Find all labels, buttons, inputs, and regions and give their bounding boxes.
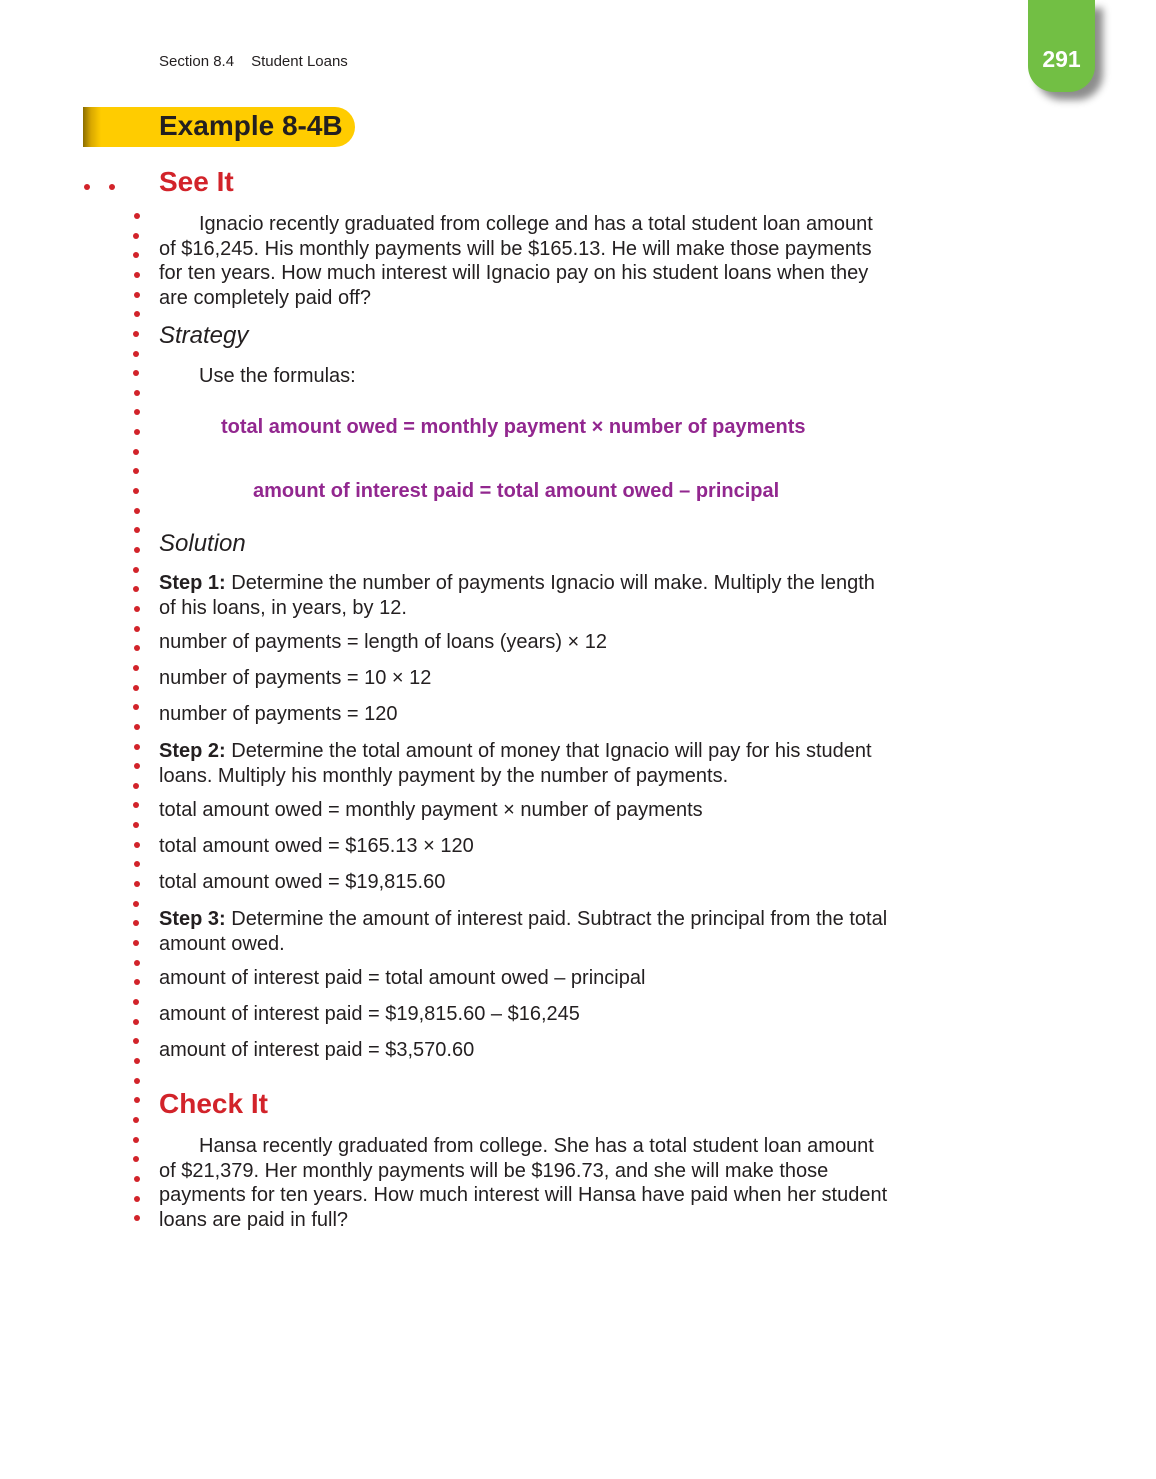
margin-dot xyxy=(133,802,139,808)
margin-dot xyxy=(134,1097,140,1103)
margin-dot xyxy=(133,1019,139,1025)
margin-dot xyxy=(133,1038,139,1044)
step-label: Step 2: xyxy=(159,740,226,762)
equation-line: total amount owed = $19,815.60 xyxy=(159,871,446,893)
margin-dot xyxy=(133,999,139,1005)
margin-dot xyxy=(133,331,139,337)
step-text: Determine the amount of interest paid. Subtract the principal from the total amount owed. xyxy=(159,908,888,955)
margin-dot xyxy=(133,1117,139,1123)
margin-dot xyxy=(133,1137,139,1143)
strategy-intro: Use the formulas: xyxy=(199,365,356,387)
margin-dot xyxy=(133,665,139,671)
margin-dot xyxy=(133,783,139,789)
margin-dot xyxy=(134,724,140,730)
margin-dot xyxy=(133,449,139,455)
margin-dot xyxy=(134,1215,140,1221)
margin-dot xyxy=(134,213,140,219)
equation-line: number of payments = 10 × 12 xyxy=(159,667,432,689)
decorative-dot xyxy=(84,184,90,190)
step-text: Determine the total amount of money that Ignacio will pay for his student loans. Multiply his monthly payment by the number of payments. xyxy=(159,740,872,787)
margin-dot xyxy=(134,547,140,553)
check-it-heading: Check It xyxy=(159,1088,268,1119)
example-title: Example 8-4B xyxy=(159,110,343,141)
check-it-problem: Hansa recently graduated from college. She has a total student loan amount of $21,379. Her monthly payments will be $196.73, and she will make those payments for ten years. How much interest will Hansa have paid when her student loans are paid in full? xyxy=(159,1135,888,1231)
page-number-tab: 291 xyxy=(1028,0,1095,92)
margin-dot xyxy=(134,960,140,966)
equation-line: number of payments = length of loans (years) × 12 xyxy=(159,631,608,653)
margin-dot xyxy=(133,704,139,710)
margin-dot xyxy=(133,233,139,239)
margin-dot xyxy=(134,311,140,317)
margin-dot xyxy=(134,744,140,750)
margin-dot xyxy=(133,1156,139,1162)
equation-line: total amount owed = monthly payment × number of payments xyxy=(159,799,703,821)
step-label: Step 3: xyxy=(159,908,226,930)
equation-line: number of payments = 120 xyxy=(159,703,398,725)
margin-dot xyxy=(133,370,139,376)
margin-dot xyxy=(133,252,139,258)
strategy-heading: Strategy xyxy=(159,322,249,349)
step-text: Determine the number of payments Ignacio will make. Multiply the length of his loans, in years, by 12. xyxy=(159,572,875,619)
margin-dot xyxy=(134,508,140,514)
margin-dot xyxy=(133,488,139,494)
margin-dot xyxy=(134,409,140,415)
formula-interest-paid: amount of interest paid = total amount owed – principal xyxy=(253,480,780,502)
step-1 xyxy=(159,571,889,620)
margin-dot xyxy=(134,1196,140,1202)
equation-line: amount of interest paid = $19,815.60 – $16,245 xyxy=(159,1003,580,1025)
equation-line: amount of interest paid = $3,570.60 xyxy=(159,1039,475,1061)
margin-dot xyxy=(133,940,139,946)
margin-dot xyxy=(134,881,140,887)
margin-dot xyxy=(134,1078,140,1084)
margin-dot xyxy=(133,920,139,926)
margin-dot xyxy=(134,1058,140,1064)
section-title: Student Loans xyxy=(251,53,348,70)
margin-dot xyxy=(133,586,139,592)
equation-line: total amount owed = $165.13 × 120 xyxy=(159,835,474,857)
margin-dot xyxy=(134,527,140,533)
margin-dot xyxy=(134,645,140,651)
formula-total-owed: total amount owed = monthly payment × number of payments xyxy=(221,416,806,438)
margin-dot xyxy=(134,292,140,298)
margin-dot xyxy=(134,626,140,632)
example-banner xyxy=(83,107,355,147)
section-number: Section 8.4 xyxy=(159,53,235,70)
margin-dot xyxy=(133,567,139,573)
margin-dot xyxy=(133,822,139,828)
margin-dot xyxy=(134,272,140,278)
margin-dot xyxy=(134,842,140,848)
solution-heading: Solution xyxy=(159,530,246,557)
see-it-problem: Ignacio recently graduated from college and has a total student loan amount of $16,245. His monthly payments will be $165.13. He will make those payments for ten years. How much interest will Ignacio pay on his student loans when they are completely paid off? xyxy=(159,213,873,309)
see-it-heading: See It xyxy=(159,166,234,197)
margin-dot xyxy=(134,390,140,396)
margin-dot xyxy=(134,429,140,435)
step-3 xyxy=(159,907,889,956)
equation-line: amount of interest paid = total amount owed – principal xyxy=(159,967,646,989)
margin-dot xyxy=(133,685,139,691)
margin-dot xyxy=(134,606,140,612)
decorative-dot xyxy=(109,184,115,190)
margin-dot xyxy=(134,979,140,985)
margin-dot xyxy=(134,861,140,867)
running-header xyxy=(159,53,348,70)
margin-dot xyxy=(134,1176,140,1182)
step-2 xyxy=(159,739,889,788)
step-label: Step 1: xyxy=(159,572,226,594)
margin-dot xyxy=(133,901,139,907)
margin-dot xyxy=(133,351,139,357)
margin-dot xyxy=(133,468,139,474)
margin-dot xyxy=(134,763,140,769)
